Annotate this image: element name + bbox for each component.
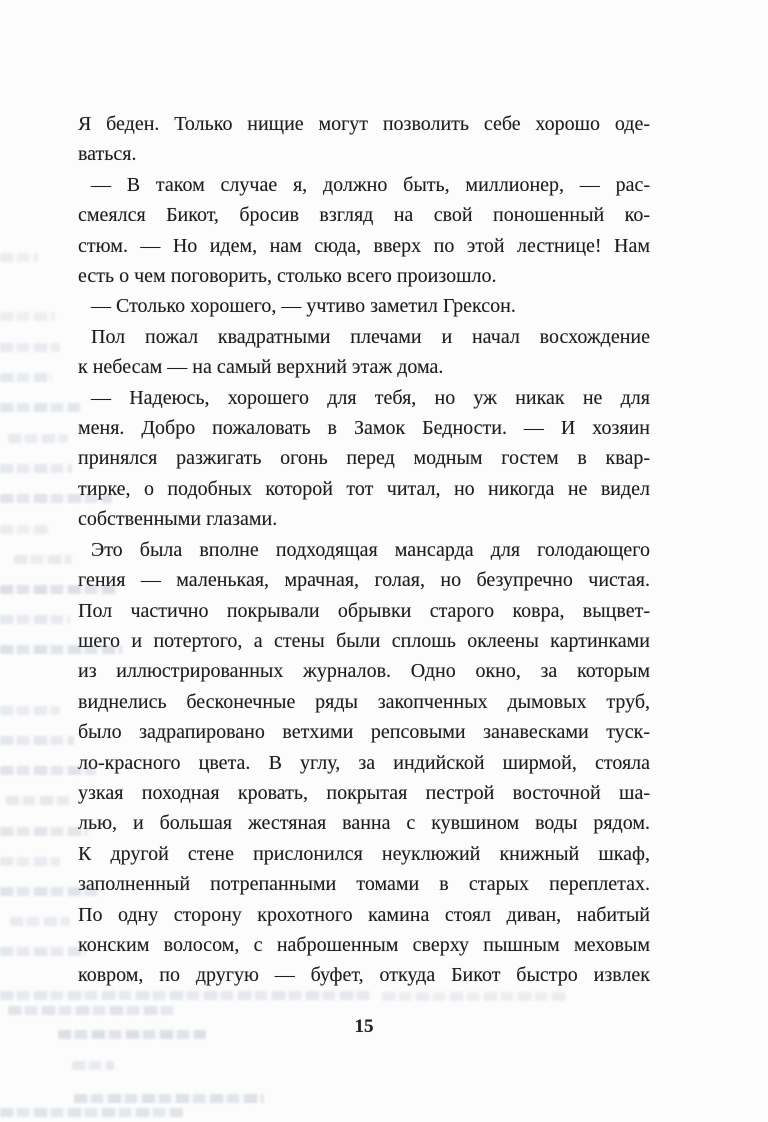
text-block <box>78 109 650 991</box>
text-line: тирке, о подобных которой тот читал, но никогда не видел <box>78 477 650 500</box>
bleed-through-artifact <box>0 253 38 262</box>
bleed-through-artifact <box>0 1108 183 1117</box>
text-line: Я беден. Только нищие могут позволить себе хорошо оде- <box>78 113 650 135</box>
bleed-through-artifact <box>0 991 372 1000</box>
bleed-through-artifact <box>0 373 52 382</box>
text-line: ваться. <box>78 143 137 166</box>
text-line: Пол пожал квадратными плечами и начал восхождение <box>91 325 650 348</box>
bleed-through-artifact <box>0 706 60 715</box>
bleed-through-artifact <box>8 434 68 443</box>
text-line: есть о чем поговорить, столько всего произошло. <box>78 265 497 288</box>
text-line: По одну сторону крохотного камина стоял диван, набитый <box>78 903 650 926</box>
text-line: конским волосом, с наброшенным сверху пышным меховым <box>78 933 650 956</box>
text-line: смеялся Бикот, бросив взгляд на свой поношенный ко- <box>78 204 650 227</box>
text-line: к небесам — на самый верхний этаж дома. <box>78 356 444 379</box>
text-line: собственными глазами. <box>78 508 278 531</box>
bleed-through-artifact <box>74 1094 264 1103</box>
bleed-through-artifact <box>0 525 50 534</box>
bleed-through-artifact <box>72 1061 114 1070</box>
text-line: К другой стене прислонился неуклюжий книжный шкаф, <box>78 842 650 865</box>
bleed-through-artifact <box>0 494 112 503</box>
text-line: принялся разжигать огонь перед модным гостем в квар- <box>78 447 650 470</box>
text-line: меня. Добро пожаловать в Замок Бедности. — И хозяин <box>78 417 650 440</box>
text-line: Это была вполне подходящая мансарда для голодающего <box>91 538 650 561</box>
text-line: — Столько хорошего, — учтиво заметил Грексон. <box>91 295 516 318</box>
text-line: — В таком случае я, должно быть, миллионер, — рас- <box>91 173 650 196</box>
bleed-through-artifact <box>0 766 96 775</box>
text-line: гения — маленькая, мрачная, голая, но безупречно чистая. <box>78 569 650 592</box>
bleed-through-artifact <box>0 947 86 956</box>
text-line: ковром, по другую — буфет, откуда Бикот быстро извлек <box>78 964 650 987</box>
bleed-through-artifact <box>0 615 70 624</box>
text-line: — Надеюсь, хорошего для тебя, но уж никак не для <box>91 386 650 409</box>
bleed-through-artifact <box>0 887 100 896</box>
text-line: Пол частично покрывали обрывки старого ковра, выцвет- <box>78 599 650 622</box>
text-line: узкая походная кровать, покрытая пестрой восточной ша- <box>78 781 650 804</box>
bleed-through-artifact <box>0 312 55 321</box>
bleed-through-artifact <box>0 736 74 745</box>
text-line: ло-красного цвета. В углу, за индийской ширмой, стояла <box>78 751 650 774</box>
bleed-through-artifact <box>0 464 72 473</box>
bleed-through-artifact <box>6 796 72 805</box>
bleed-through-artifact <box>0 585 118 594</box>
text-line: лью, и большая жестяная ванна с кувшином воды рядом. <box>78 812 650 835</box>
bleed-through-artifact <box>0 645 122 654</box>
text-line: заполненный потрепанными томами в старых переплетах. <box>78 873 650 896</box>
bleed-through-artifact <box>0 343 60 352</box>
text-line: виднелись бесконечные ряды закопченных дымовых труб, <box>78 690 650 713</box>
bleed-through-artifact <box>8 1006 176 1015</box>
text-line: из иллюстрированных журналов. Одно окно, за которым <box>78 660 650 683</box>
text-line: было задрапировано ветхими репсовыми занавесками туск- <box>78 721 650 744</box>
text-line: шего и потертого, а стены были сплошь оклеены картинками <box>78 629 650 652</box>
bleed-through-artifact <box>0 827 88 836</box>
bleed-through-artifact <box>58 1030 206 1039</box>
bleed-through-artifact <box>10 917 70 926</box>
bleed-through-artifact <box>382 992 566 1001</box>
text-line: стюм. — Но идем, нам сюда, вверх по этой лестнице! Нам <box>78 234 650 257</box>
bleed-through-artifact <box>0 857 60 866</box>
bleed-through-artifact <box>14 555 72 564</box>
bleed-through-artifact <box>0 403 80 412</box>
page-number: 15 <box>354 1016 374 1037</box>
